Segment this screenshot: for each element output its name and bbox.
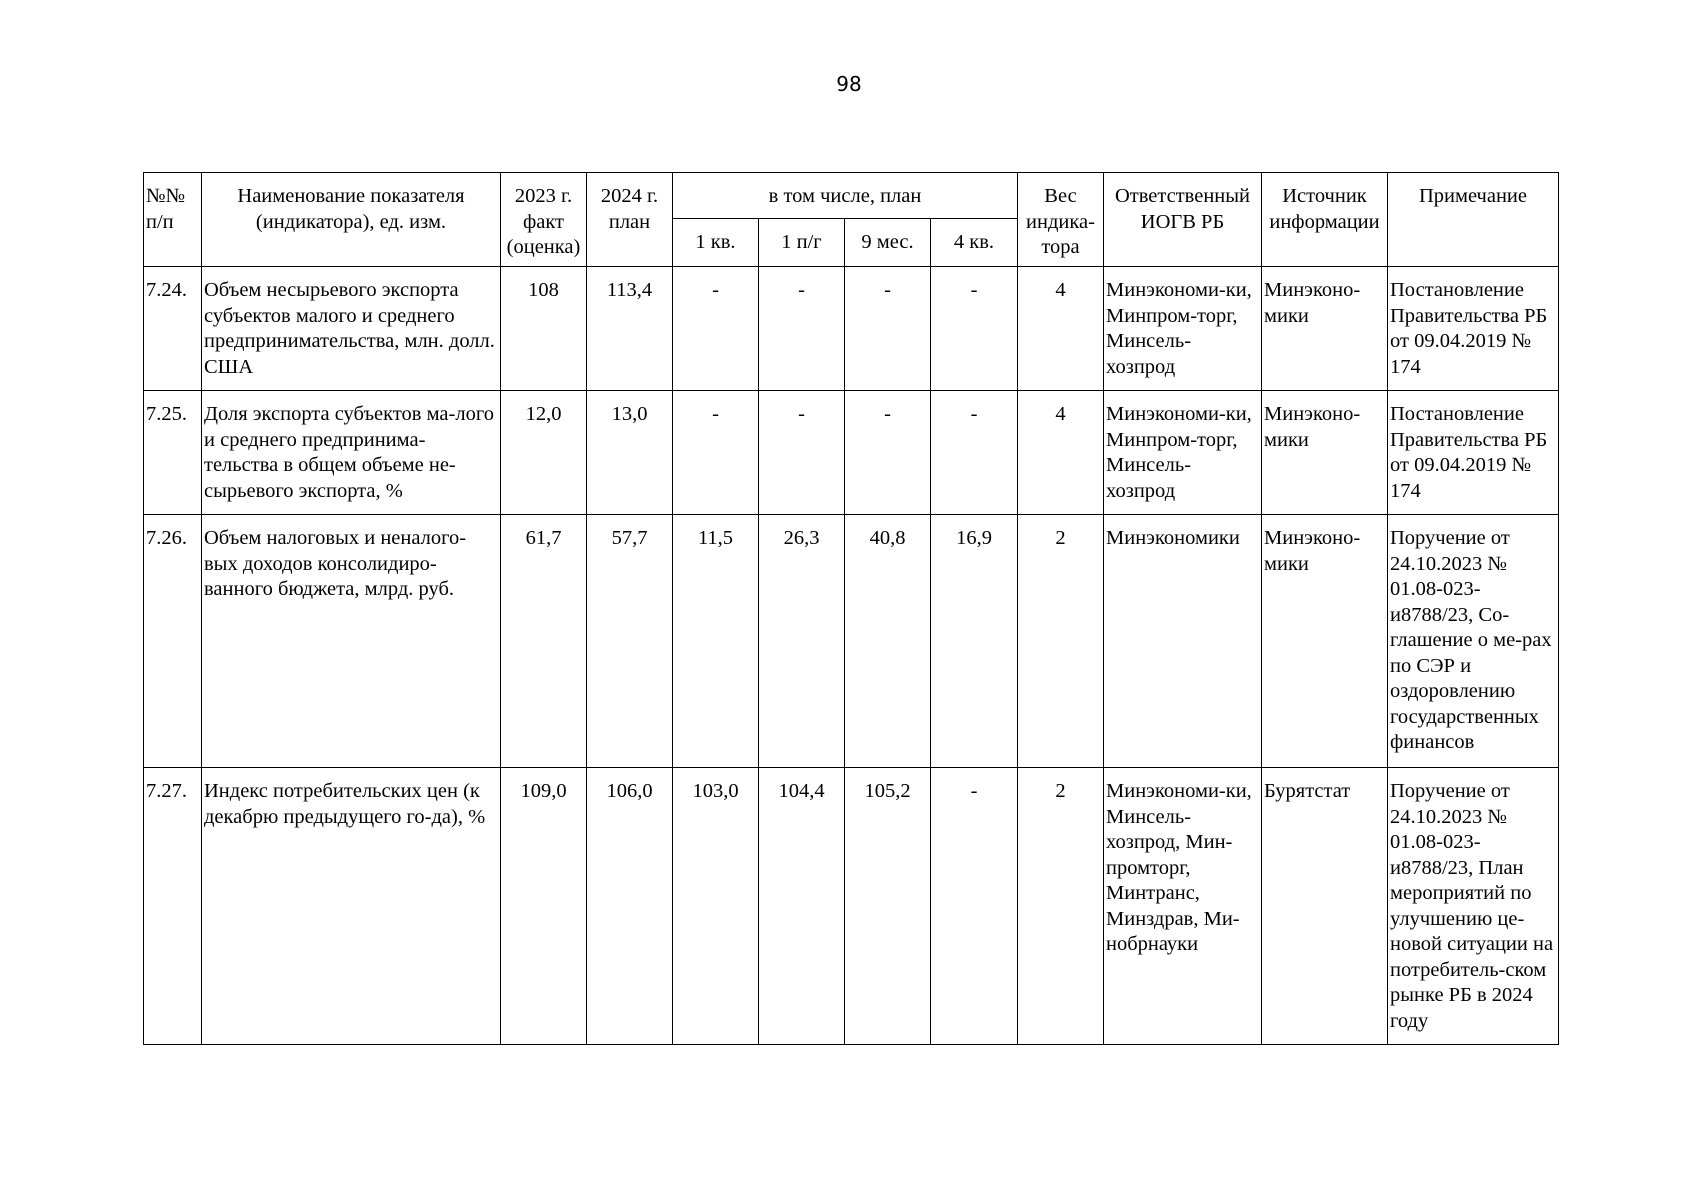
header-including-plan: в том числе, план [673, 173, 1018, 219]
table-header-row [144, 173, 1559, 219]
cell-name: Объем несырьевого экспорта субъектов малого и среднего предпринимательства, млн. долл. США [202, 267, 501, 391]
cell-q4: - [931, 267, 1018, 391]
cell-fact-2023: 12,0 [501, 391, 587, 515]
cell-num: 7.24. [144, 267, 202, 391]
cell-9m: 105,2 [845, 768, 931, 1045]
cell-q4: - [931, 768, 1018, 1045]
cell-weight: 4 [1018, 267, 1104, 391]
cell-plan-2024: 106,0 [587, 768, 673, 1045]
cell-h1: - [759, 391, 845, 515]
header-q1: 1 кв. [673, 219, 759, 267]
cell-q1: 103,0 [673, 768, 759, 1045]
cell-h1: 104,4 [759, 768, 845, 1045]
cell-num: 7.27. [144, 768, 202, 1045]
cell-9m: - [845, 391, 931, 515]
cell-responsible: Минэкономи-ки, Минсель-хозпрод, Мин-промторг, Минтранс, Минздрав, Ми-нобрнауки [1104, 768, 1262, 1045]
cell-9m: 40,8 [845, 515, 931, 768]
table-row [144, 515, 1559, 768]
header-q4: 4 кв. [931, 219, 1018, 267]
table-row [144, 391, 1559, 515]
table-row [144, 768, 1559, 1045]
cell-weight: 2 [1018, 768, 1104, 1045]
cell-responsible: Минэкономи-ки, Минпром-торг, Минсель-хозпрод [1104, 391, 1262, 515]
cell-source: Бурятстат [1262, 768, 1388, 1045]
header-source: Источник информации [1262, 173, 1388, 267]
cell-plan-2024: 57,7 [587, 515, 673, 768]
cell-name: Доля экспорта субъектов ма-лого и среднего предпринима-тельства в общем объеме не-сырьевого экспорта, % [202, 391, 501, 515]
cell-source: Минэконо-мики [1262, 515, 1388, 768]
cell-plan-2024: 113,4 [587, 267, 673, 391]
cell-weight: 2 [1018, 515, 1104, 768]
cell-h1: - [759, 267, 845, 391]
table-row [144, 267, 1559, 391]
header-h1: 1 п/г [759, 219, 845, 267]
header-fact-2023: 2023 г. факт (оценка) [501, 173, 587, 267]
cell-h1: 26,3 [759, 515, 845, 768]
cell-weight: 4 [1018, 391, 1104, 515]
cell-plan-2024: 13,0 [587, 391, 673, 515]
cell-name: Объем налоговых и неналого-вых доходов консолидиро-ванного бюджета, млрд. руб. [202, 515, 501, 768]
page-number: 98 [836, 72, 862, 96]
cell-note: Постановление Правительства РБ от 09.04.2019 № 174 [1388, 267, 1559, 391]
cell-q1: 11,5 [673, 515, 759, 768]
header-note: Примечание [1388, 173, 1559, 267]
header-responsible: Ответственный ИОГВ РБ [1104, 173, 1262, 267]
cell-q4: 16,9 [931, 515, 1018, 768]
cell-source: Минэконо-мики [1262, 391, 1388, 515]
cell-fact-2023: 108 [501, 267, 587, 391]
cell-source: Минэконо-мики [1262, 267, 1388, 391]
cell-note: Поручение от 24.10.2023 № 01.08-023-и8788/23, План мероприятий по улучшению це-новой ситуации на потребитель-ском рынке РБ в 2024 году [1388, 768, 1559, 1045]
header-num: №№ п/п [144, 173, 202, 267]
cell-q4: - [931, 391, 1018, 515]
cell-fact-2023: 61,7 [501, 515, 587, 768]
cell-q1: - [673, 267, 759, 391]
cell-num: 7.26. [144, 515, 202, 768]
header-9m: 9 мес. [845, 219, 931, 267]
header-plan-2024: 2024 г. план [587, 173, 673, 267]
cell-9m: - [845, 267, 931, 391]
header-weight: Вес индика-тора [1018, 173, 1104, 267]
cell-fact-2023: 109,0 [501, 768, 587, 1045]
cell-note: Постановление Правительства РБ от 09.04.2019 № 174 [1388, 391, 1559, 515]
cell-note: Поручение от 24.10.2023 № 01.08-023-и8788/23, Со-глашение о ме-рах по СЭР и оздоровлению государственных финансов [1388, 515, 1559, 768]
cell-q1: - [673, 391, 759, 515]
cell-responsible: Минэкономики [1104, 515, 1262, 768]
cell-num: 7.25. [144, 391, 202, 515]
cell-responsible: Минэкономи-ки, Минпром-торг, Минсель-хозпрод [1104, 267, 1262, 391]
cell-name: Индекс потребительских цен (к декабрю предыдущего го-да), % [202, 768, 501, 1045]
header-name: Наименование показателя (индикатора), ед. изм. [202, 173, 501, 267]
indicators-table [143, 172, 1559, 1045]
